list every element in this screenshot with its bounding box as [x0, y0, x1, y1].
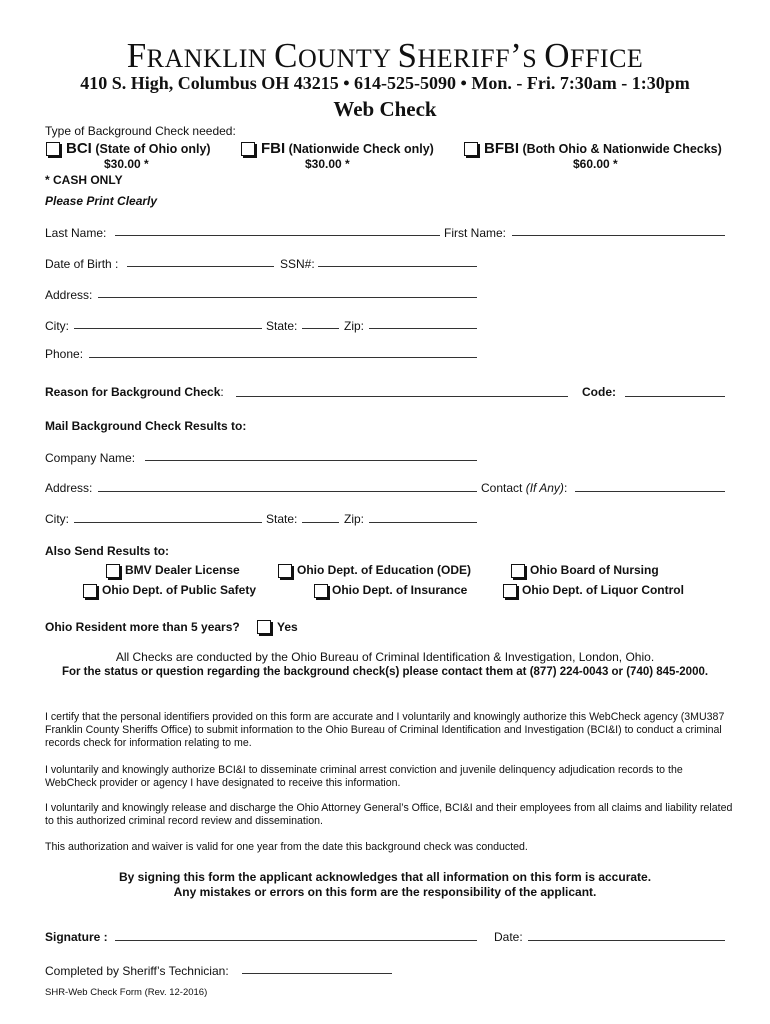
- validity-paragraph: This authorization and waiver is valid for one year from the date this background check was conducted.: [45, 841, 528, 853]
- dob-field[interactable]: [127, 266, 274, 267]
- ssn-field[interactable]: [318, 266, 477, 267]
- nursing-board-label: Ohio Board of Nursing: [530, 563, 659, 577]
- insurance-checkbox[interactable]: [314, 584, 328, 598]
- bci-contact-notice: For the status or question regarding the background check(s) please contact them at (877) 224-0043 or (740) 845-2000.: [61, 666, 709, 678]
- resident-yes-label: Yes: [277, 620, 298, 634]
- fbi-price: $30.00 *: [305, 157, 350, 171]
- also-send-heading: Also Send Results to:: [45, 544, 170, 558]
- phone-label: Phone:: [45, 347, 84, 361]
- bci-checkbox[interactable]: [46, 142, 60, 156]
- mail-state-field[interactable]: [302, 522, 339, 523]
- bfbi-checkbox[interactable]: [464, 142, 478, 156]
- technician-label: Completed by Sheriff’s Technician:: [45, 964, 229, 978]
- bmv-dealer-label: BMV Dealer License: [125, 563, 240, 577]
- release-paragraph: I voluntarily and knowingly release and discharge the Ohio Attorney General’s Office, BCI&I and their employees from all claims and liability related to this authorized criminal record review and dissemination.: [45, 802, 733, 827]
- phone-field[interactable]: [89, 357, 477, 358]
- signature-field[interactable]: [115, 940, 477, 941]
- city-field[interactable]: [74, 328, 262, 329]
- check-type-label: Type of Background Check needed:: [45, 124, 236, 138]
- bmv-dealer-checkbox[interactable]: [106, 564, 120, 578]
- public-safety-label: Ohio Dept. of Public Safety: [102, 583, 257, 597]
- resident-question: Ohio Resident more than 5 years?: [45, 620, 240, 634]
- state-label: State:: [266, 319, 298, 333]
- reason-field[interactable]: [236, 396, 568, 397]
- zip-label: Zip:: [344, 319, 365, 333]
- mail-zip-label: Zip:: [344, 512, 365, 526]
- code-label: Code:: [582, 385, 616, 399]
- certification-paragraph: I certify that the personal identifiers provided on this form are accurate and I voluntarily and knowingly authorize this WebCheck agency (3MU387 Franklin County Sheriffs Office) to submit information to the Ohio Bureau of Criminal Identification and Investigation (BCI&I) to conduct a criminal records check for information relating to me.: [45, 711, 725, 749]
- first-name-label: First Name:: [444, 226, 507, 240]
- office-address: 410 S. High, Columbus OH 43215 • 614-525-5090 • Mon. - Fri. 7:30am - 1:30pm: [80, 73, 690, 93]
- insurance-label: Ohio Dept. of Insurance: [332, 583, 468, 597]
- public-safety-checkbox[interactable]: [83, 584, 97, 598]
- date-field[interactable]: [528, 940, 725, 941]
- form-revision: SHR-Web Check Form (Rev. 12-2016): [45, 987, 208, 998]
- bci-price: $30.00 *: [104, 157, 149, 171]
- last-name-field[interactable]: [115, 235, 440, 236]
- bci-option: BCI (State of Ohio only): [66, 140, 211, 157]
- first-name-field[interactable]: [512, 235, 725, 236]
- city-label: City:: [45, 319, 69, 333]
- acknowledge-line-2: Any mistakes or errors on this form are the responsibility of the applicant.: [173, 885, 597, 899]
- code-field[interactable]: [625, 396, 725, 397]
- bfbi-price: $60.00 *: [573, 157, 618, 171]
- nursing-board-checkbox[interactable]: [511, 564, 525, 578]
- mail-state-label: State:: [266, 512, 298, 526]
- last-name-label: Last Name:: [45, 226, 107, 240]
- form-subtitle: Web Check: [333, 97, 437, 121]
- ode-label: Ohio Dept. of Education (ODE): [297, 563, 471, 577]
- bfbi-option: BFBI (Both Ohio & Nationwide Checks): [484, 140, 722, 157]
- mail-results-heading: Mail Background Check Results to:: [45, 419, 247, 433]
- mail-city-label: City:: [45, 512, 69, 526]
- company-name-field[interactable]: [145, 460, 477, 461]
- acknowledge-line-1: By signing this form the applicant acknowledges that all information on this form is accurate.: [118, 870, 652, 884]
- dob-label: Date of Birth :: [45, 257, 119, 271]
- ode-checkbox[interactable]: [278, 564, 292, 578]
- fbi-checkbox[interactable]: [241, 142, 255, 156]
- signature-label: Signature :: [45, 930, 108, 944]
- liquor-control-label: Ohio Dept. of Liquor Control: [522, 583, 684, 597]
- company-name-label: Company Name:: [45, 451, 136, 465]
- address-label: Address:: [45, 288, 93, 302]
- date-label: Date:: [494, 930, 523, 944]
- zip-field[interactable]: [369, 328, 477, 329]
- ssn-label: SSN#:: [280, 257, 315, 271]
- resident-yes-checkbox[interactable]: [257, 620, 271, 634]
- reason-label: Reason for Background Check:: [45, 385, 224, 399]
- mail-address-label: Address:: [45, 481, 93, 495]
- mail-zip-field[interactable]: [369, 522, 477, 523]
- page-title: FRANKLIN COUNTY SHERIFF’S OFFICE: [126, 36, 644, 75]
- print-clearly-note: Please Print Clearly: [45, 194, 158, 208]
- contact-label: Contact (If Any):: [481, 481, 568, 495]
- fbi-option: FBI (Nationwide Check only): [261, 140, 434, 157]
- contact-field[interactable]: [575, 491, 725, 492]
- liquor-control-checkbox[interactable]: [503, 584, 517, 598]
- address-field[interactable]: [98, 297, 477, 298]
- mail-city-field[interactable]: [74, 522, 262, 523]
- cash-only-note: * CASH ONLY: [45, 173, 123, 187]
- mail-address-field[interactable]: [98, 491, 477, 492]
- bci-notice: All Checks are conducted by the Ohio Bureau of Criminal Identification & Investigation, London, Ohio.: [115, 650, 655, 664]
- authorization-paragraph: I voluntarily and knowingly authorize BCI&I to disseminate criminal arrest conviction and juvenile delinquency adjudication records to the WebCheck provider or agency I have designated to receive this information.: [45, 764, 683, 789]
- state-field[interactable]: [302, 328, 339, 329]
- technician-field[interactable]: [242, 973, 392, 974]
